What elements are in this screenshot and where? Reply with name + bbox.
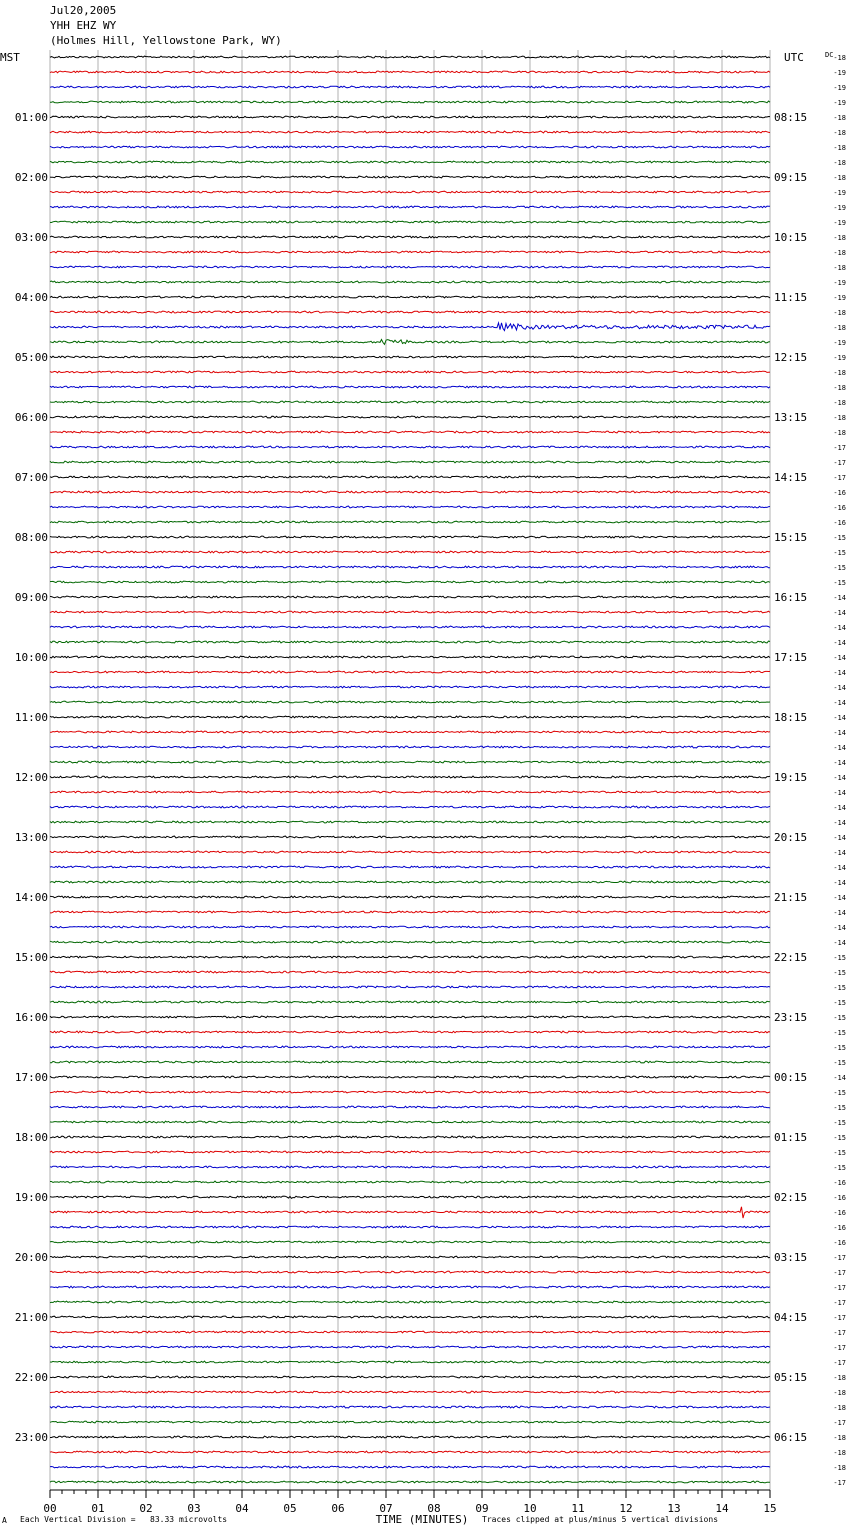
right-hour-label: 11:15 [774,291,808,304]
dc-offset-label: -16 [833,1239,846,1247]
right-hour-label: 16:15 [774,591,808,604]
trace-line [50,356,770,358]
trace-line [50,461,770,463]
x-tick-label: 11 [571,1502,585,1515]
dc-offset-label: -15 [833,1014,846,1022]
right-hour-label: 19:15 [774,771,808,784]
left-hour-label: 17:00 [14,1071,48,1084]
dc-offset-label: -15 [833,969,846,977]
trace-line [50,896,770,898]
trace-line [50,911,770,913]
trace-line [50,1181,770,1183]
date-label: Jul20,2005 [50,4,117,17]
trace-line [50,131,770,133]
dc-offset-label: -19 [833,69,846,77]
left-hour-label: 20:00 [14,1251,48,1264]
dc-offset-label: -16 [833,1194,846,1202]
trace-line [50,1406,770,1408]
x-tick-label: 14 [715,1502,729,1515]
right-hour-label: 00:15 [774,1071,808,1084]
left-hour-label: 21:00 [14,1311,48,1324]
dc-offset-label: -15 [833,534,846,542]
dc-offset-label: -14 [833,624,846,632]
left-hour-label: 23:00 [14,1431,48,1444]
trace-line [50,881,770,883]
trace-line [50,281,770,283]
dc-offset-label: -18 [833,1449,846,1457]
trace-line [50,1286,770,1288]
trace-line [50,86,770,88]
dc-offset-label: -17 [833,474,846,482]
dc-offset-label: -15 [833,954,846,962]
left-hour-label: 01:00 [14,111,48,124]
trace-line [50,1466,770,1468]
trace-line [50,1196,770,1198]
dc-offset-label: -14 [833,864,846,872]
trace-line [50,221,770,223]
dc-offset-label: -19 [833,219,846,227]
dc-offset-label: -15 [833,1149,846,1157]
dc-offset-label: -16 [833,1209,846,1217]
trace-line [50,1346,770,1348]
dc-offset-label: -18 [833,234,846,242]
left-hour-label: 15:00 [14,951,48,964]
trace-line [50,1061,770,1063]
trace-line [50,176,770,178]
right-hour-label: 13:15 [774,411,808,424]
dc-offset-label: -18 [833,1464,846,1472]
trace-line [50,1391,770,1393]
dc-offset-label: -14 [833,789,846,797]
dc-offset-label: -14 [833,609,846,617]
trace-line [50,323,770,331]
dc-offset-label: -17 [833,1284,846,1292]
trace-line [50,266,770,268]
trace-line [50,1256,770,1258]
left-hour-label: 08:00 [14,531,48,544]
dc-offset-label: -14 [833,924,846,932]
dc-label: DC [825,51,834,59]
trace-line [50,296,770,298]
x-tick-label: 10 [523,1502,537,1515]
trace-line [50,581,770,583]
trace-line [50,431,770,433]
x-tick-label: 01 [91,1502,105,1515]
dc-offset-label: -19 [833,99,846,107]
trace-line [50,1031,770,1033]
right-hour-label: 05:15 [774,1371,808,1384]
trace-line [50,866,770,868]
dc-offset-label: -18 [833,129,846,137]
dc-offset-label: -14 [833,774,846,782]
dc-offset-label: -18 [833,114,846,122]
dc-offset-label: -15 [833,1134,846,1142]
dc-offset-label: -14 [833,639,846,647]
trace-line [50,1016,770,1018]
right-hour-label: 20:15 [774,831,808,844]
dc-offset-label: -15 [833,1164,846,1172]
channel-label: YHH EHZ WY [50,19,117,32]
dc-offset-label: -17 [833,1344,846,1352]
right-hour-label: 17:15 [774,651,808,664]
dc-offset-label: -15 [833,564,846,572]
right-hour-label: 15:15 [774,531,808,544]
dc-offset-label: -16 [833,1224,846,1232]
x-tick-label: 12 [619,1502,633,1515]
left-timezone-label: MST [0,51,20,64]
dc-offset-label: -17 [833,1314,846,1322]
left-hour-label: 02:00 [14,171,48,184]
dc-offset-label: -18 [833,144,846,152]
left-hour-label: 14:00 [14,891,48,904]
right-hour-label: 04:15 [774,1311,808,1324]
trace-line [50,1106,770,1108]
right-hour-label: 23:15 [774,1011,808,1024]
trace-line [50,611,770,613]
left-hour-label: 06:00 [14,411,48,424]
trace-line [50,1376,770,1378]
x-tick-label: 06 [331,1502,345,1515]
trace-line [50,206,770,208]
trace-line [50,656,770,658]
right-hour-label: 02:15 [774,1191,808,1204]
trace-line [50,1436,770,1438]
trace-line [50,116,770,118]
dc-offset-label: -17 [833,1419,846,1427]
x-tick-label: 09 [475,1502,489,1515]
dc-offset-label: -17 [833,1269,846,1277]
trace-line [50,551,770,553]
left-hour-label: 22:00 [14,1371,48,1384]
trace-line [50,821,770,823]
dc-offset-label: -14 [833,909,846,917]
trace-line [50,596,770,598]
dc-offset-label: -15 [833,1029,846,1037]
dc-offset-label: -14 [833,894,846,902]
dc-offset-label: -14 [833,669,846,677]
trace-line [50,1166,770,1168]
dc-offset-label: -19 [833,84,846,92]
dc-offset-label: -15 [833,1044,846,1052]
left-hour-label: 10:00 [14,651,48,664]
trace-line [50,386,770,388]
dc-offset-label: -19 [833,279,846,287]
dc-offset-label: -14 [833,1074,846,1082]
trace-line [50,926,770,928]
dc-offset-label: -14 [833,834,846,842]
trace-line [50,1241,770,1243]
right-timezone-label: UTC [784,51,804,64]
right-hour-label: 03:15 [774,1251,808,1264]
dc-offset-label: -18 [833,249,846,257]
trace-line [50,1331,770,1333]
x-tick-label: 15 [763,1502,777,1515]
dc-offset-label: -18 [833,369,846,377]
left-hour-label: 19:00 [14,1191,48,1204]
trace-line [50,56,770,58]
location-label: (Holmes Hill, Yellowstone Park, WY) [50,34,282,47]
dc-offset-label: -14 [833,849,846,857]
dc-offset-label: -14 [833,744,846,752]
trace-line [50,1271,770,1273]
trace-line [50,161,770,163]
left-hour-label: 18:00 [14,1131,48,1144]
trace-line [50,791,770,793]
trace-line [50,686,770,688]
clip-note: Traces clipped at plus/minus 5 vertical divisions [482,1515,719,1524]
x-tick-label: 13 [667,1502,681,1515]
trace-line [50,1136,770,1138]
left-hour-label: 04:00 [14,291,48,304]
trace-line [50,731,770,733]
x-tick-label: 07 [379,1502,393,1515]
trace-line [50,251,770,253]
trace-line [50,1121,770,1123]
dc-offset-label: -18 [833,264,846,272]
corner-mark: A [2,1516,7,1525]
dc-offset-label: -18 [833,384,846,392]
dc-offset-label: -15 [833,984,846,992]
trace-line [50,1001,770,1003]
right-hour-label: 01:15 [774,1131,808,1144]
trace-line [50,776,770,778]
dc-offset-label: -14 [833,819,846,827]
dc-offset-label: -18 [833,1374,846,1382]
left-hour-label: 16:00 [14,1011,48,1024]
dc-offset-label: -17 [833,1329,846,1337]
trace-line [50,836,770,838]
dc-offset-label: -18 [833,414,846,422]
right-hour-label: 06:15 [774,1431,808,1444]
trace-line [50,101,770,103]
dc-offset-label: -19 [833,204,846,212]
dc-offset-label: -14 [833,654,846,662]
trace-line [50,1301,770,1303]
trace-line [50,416,770,418]
left-hour-label: 11:00 [14,711,48,724]
trace-line [50,236,770,238]
dc-offset-label: -18 [833,54,846,62]
right-hour-label: 10:15 [774,231,808,244]
trace-line [50,476,770,478]
trace-line [50,491,770,493]
dc-offset-label: -14 [833,939,846,947]
right-hour-label: 12:15 [774,351,808,364]
dc-offset-label: -14 [833,879,846,887]
dc-offset-label: -19 [833,339,846,347]
dc-offset-label: -14 [833,594,846,602]
trace-line [50,1361,770,1363]
trace-line [50,956,770,958]
dc-offset-label: -14 [833,684,846,692]
trace-line [50,506,770,508]
trace-line [50,401,770,403]
dc-offset-label: -15 [833,1089,846,1097]
dc-offset-label: -15 [833,1119,846,1127]
scale-note: Each Vertical Division = 83.33 microvolts [20,1515,228,1524]
dc-offset-label: -14 [833,729,846,737]
x-tick-label: 00 [43,1502,57,1515]
dc-offset-label: -19 [833,354,846,362]
trace-line [50,521,770,523]
trace-line [50,340,770,345]
dc-offset-label: -18 [833,429,846,437]
trace-line [50,71,770,73]
trace-line [50,1151,770,1153]
trace-line [50,716,770,718]
trace-line [50,1046,770,1048]
trace-line [50,1481,770,1483]
dc-offset-label: -16 [833,1179,846,1187]
trace-line [50,746,770,748]
trace-line [50,671,770,673]
dc-offset-label: -15 [833,549,846,557]
x-tick-label: 02 [139,1502,153,1515]
dc-offset-label: -18 [833,1389,846,1397]
dc-offset-label: -18 [833,309,846,317]
dc-offset-label: -14 [833,759,846,767]
dc-offset-label: -17 [833,1299,846,1307]
trace-line [50,311,770,313]
dc-offset-label: -18 [833,1434,846,1442]
left-hour-label: 03:00 [14,231,48,244]
dc-offset-label: -16 [833,504,846,512]
left-hour-label: 05:00 [14,351,48,364]
trace-line [50,971,770,973]
trace-line [50,806,770,808]
dc-offset-label: -19 [833,189,846,197]
trace-line [50,146,770,148]
left-hour-label: 09:00 [14,591,48,604]
right-hour-label: 22:15 [774,951,808,964]
dc-offset-label: -14 [833,714,846,722]
right-hour-label: 21:15 [774,891,808,904]
trace-line [50,371,770,373]
left-hour-label: 07:00 [14,471,48,484]
trace-line [50,446,770,448]
trace-line [50,536,770,538]
right-hour-label: 14:15 [774,471,808,484]
trace-line [50,1226,770,1228]
right-hour-label: 08:15 [774,111,808,124]
right-hour-label: 09:15 [774,171,808,184]
dc-offset-label: -15 [833,1059,846,1067]
x-tick-label: 08 [427,1502,441,1515]
dc-offset-label: -18 [833,174,846,182]
trace-line [50,1421,770,1423]
dc-offset-label: -18 [833,324,846,332]
trace-line [50,761,770,763]
trace-line [50,1091,770,1093]
x-tick-label: 03 [187,1502,201,1515]
left-hour-label: 12:00 [14,771,48,784]
x-tick-label: 04 [235,1502,249,1515]
trace-line [50,1316,770,1318]
trace-line [50,641,770,643]
left-hour-label: 13:00 [14,831,48,844]
dc-offset-label: -16 [833,519,846,527]
dc-offset-label: -18 [833,1404,846,1412]
trace-line [50,626,770,628]
x-tick-label: 05 [283,1502,297,1515]
dc-offset-label: -17 [833,1254,846,1262]
dc-offset-label: -14 [833,804,846,812]
dc-offset-label: -18 [833,159,846,167]
trace-line [50,986,770,988]
trace-line [50,566,770,568]
dc-offset-label: -17 [833,459,846,467]
dc-offset-label: -15 [833,1104,846,1112]
dc-offset-label: -15 [833,579,846,587]
dc-offset-label: -17 [833,444,846,452]
dc-offset-label: -17 [833,1479,846,1487]
trace-line [50,1207,770,1218]
trace-line [50,191,770,193]
dc-offset-label: -17 [833,1359,846,1367]
right-hour-label: 18:15 [774,711,808,724]
dc-offset-label: -16 [833,489,846,497]
trace-line [50,851,770,853]
dc-offset-label: -18 [833,399,846,407]
trace-line [50,1451,770,1453]
trace-line [50,941,770,943]
trace-line [50,1076,770,1078]
x-axis-title: TIME (MINUTES) [375,1513,469,1526]
dc-offset-label: -15 [833,999,846,1007]
trace-line [50,701,770,703]
dc-offset-label: -14 [833,699,846,707]
dc-offset-label: -19 [833,294,846,302]
